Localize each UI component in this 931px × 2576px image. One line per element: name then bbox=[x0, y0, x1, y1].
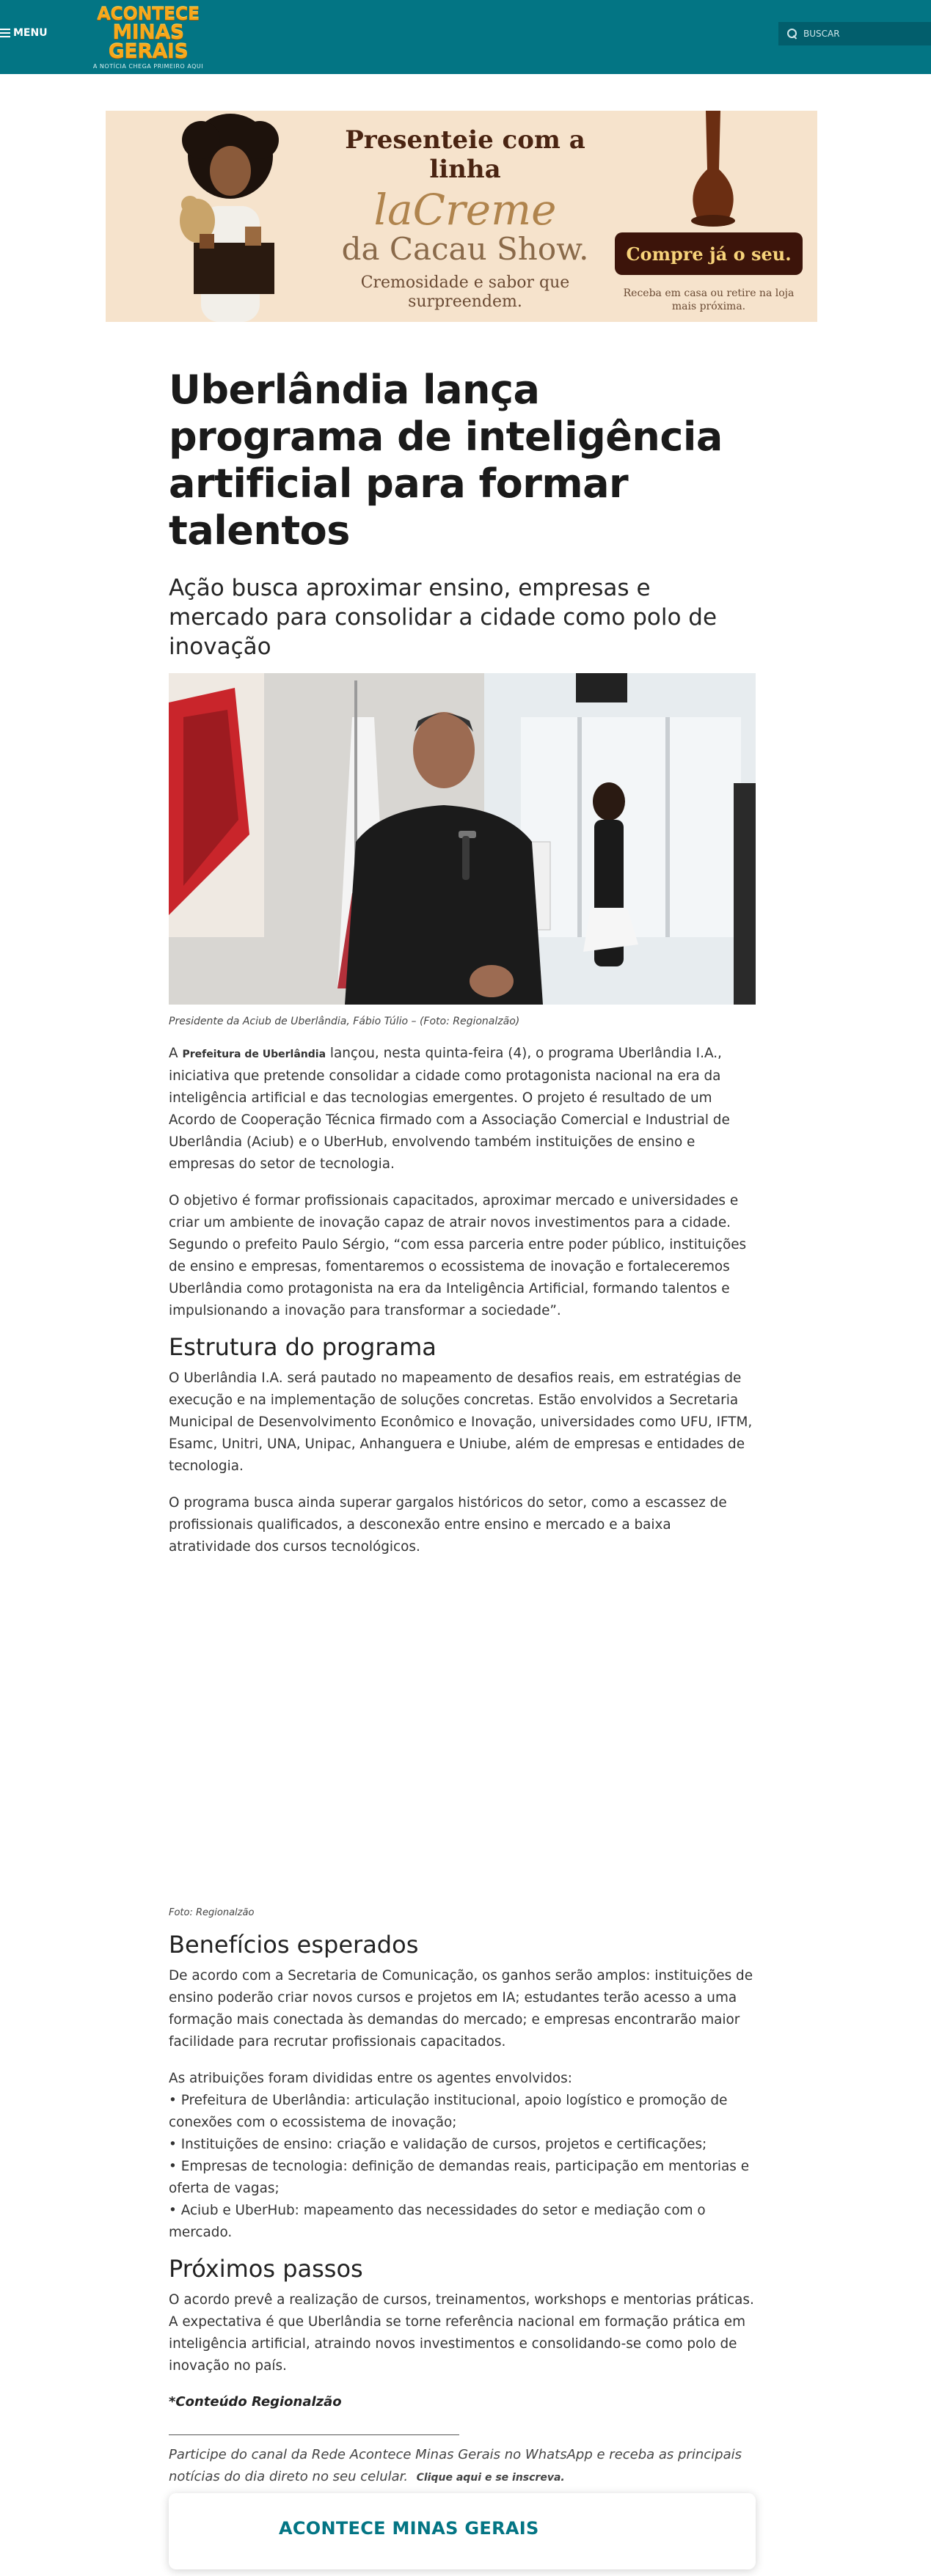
list-intro: As atribuições foram divididas entre os agentes envolvidos: bbox=[169, 2071, 572, 2086]
list-item: • Prefeitura de Uberlândia: articulação institucional, apoio logístico e promoção de conexões com o ecossistema de inovação; bbox=[169, 2093, 728, 2130]
p1-rest: lançou, nesta quinta-feira (4), o programa Uberlândia I.A., iniciativa que pretende consolidar a cidade como protagonista nacional na era da inteligência artificial e das tecnologias emergentes. O projeto é resultado de um Acordo de Cooperação Técnica firmado com a Associação Comercial e Industrial de Uberlândia (Aciub) e o UberHub, envolvendo também instituições de ensino e empresas do setor de tecnologia. bbox=[169, 1046, 730, 1172]
whatsapp-text: Participe do canal da Rede Acontece Minas Gerais no WhatsApp e receba as principais notícias do dia direto no seu celular. bbox=[169, 2447, 742, 2484]
site-header bbox=[0, 0, 931, 74]
article bbox=[169, 367, 756, 2489]
ad-copy bbox=[333, 125, 597, 312]
publisher-card bbox=[169, 2493, 756, 2569]
menu-button[interactable] bbox=[0, 25, 48, 41]
list-item: • Aciub e UberHub: mapeamento das necessidades do setor e mediação com o mercado. bbox=[169, 2203, 706, 2240]
ad-note: Receba em casa ou retire na loja mais próxima. bbox=[623, 287, 795, 312]
search-input[interactable] bbox=[803, 29, 921, 39]
divider bbox=[169, 2434, 459, 2435]
search-icon[interactable] bbox=[787, 29, 797, 39]
content-credit: *Conteúdo Regionalzão bbox=[169, 2394, 342, 2410]
heading-beneficios: Benefícios esperados bbox=[169, 1931, 419, 1959]
ad-brand-line2: da Cacau Show. bbox=[341, 231, 589, 267]
whatsapp-cta bbox=[169, 2444, 756, 2489]
list-item: • Empresas de tecnologia: definição de demandas reais, participação em mentorias e oferta de vagas; bbox=[169, 2159, 750, 2196]
article-subtitle: Ação busca aproximar ensino, empresas e mercado para consolidar a cidade como polo de inovação bbox=[169, 575, 718, 660]
p1-bold: Prefeitura de Uberlândia bbox=[182, 1049, 326, 1060]
paragraph-2: O objetivo é formar profissionais capacitados, aproximar mercado e universidades e criar um ambiente de inovação capaz de atrair novos investimentos para a cidade. Segundo o prefeito Paulo Sérgio, “com essa parceria entre poder público, instituições de ensino e empresas, fomentaremos o ecossistema de inovação e fortaleceremos Uberlândia como protagonista na era da Inteligência Artificial, formando talentos e impulsionando a inovação para transformar a sociedade”. bbox=[169, 1193, 747, 1318]
heading-estrutura: Estrutura do programa bbox=[169, 1333, 437, 1361]
ad-banner[interactable] bbox=[106, 111, 817, 322]
p1-prefix: A bbox=[169, 1046, 183, 1061]
ad-cta-button[interactable]: Compre já o seu. bbox=[615, 232, 803, 275]
ad-tagline: Cremosidade e sabor que surpreendem. bbox=[360, 274, 570, 311]
site-logo[interactable] bbox=[78, 4, 219, 70]
paragraph-4: O programa busca ainda superar gargalos históricos do setor, como a escassez de profissionais qualificados, a desconexão entre ensino e mercado e a baixa atratividade dos cursos tecnológicos. bbox=[169, 1495, 727, 1555]
paragraph-3: O Uberlândia I.A. será pautado no mapeamento de desafios reais, em estratégias de execução e na implementação de soluções concretas. Estão envolvidos a Secretaria Municipal de Desenvolvimento Econômico e Inovação, universidades como UFU, IFTM, Esamc, Unitri, UNA, Unipac, Anhanguera e Uniube, além de empresas e entidades de tecnologia. bbox=[169, 1370, 753, 1474]
embedded-media-area bbox=[169, 1558, 756, 1907]
article-title: Uberlândia lança programa de inteligência artificial para formar talentos bbox=[169, 367, 723, 554]
photo-caption: Presidente da Aciub de Uberlândia, Fábio Túlio – (Foto: Regionalzão) bbox=[169, 1016, 520, 1027]
publisher-card-title[interactable]: ACONTECE MINAS GERAIS bbox=[279, 2518, 539, 2539]
whatsapp-subscribe-link[interactable]: Clique aqui e se inscreva. bbox=[416, 2472, 565, 2484]
ad-girl-image bbox=[157, 111, 304, 322]
logo-line2: MINAS GERAIS bbox=[108, 21, 189, 63]
logo-tagline: A NOTÍCIA CHEGA PRIMEIRO AQUI bbox=[92, 63, 204, 70]
logo-line1: ACONTECE bbox=[97, 4, 200, 24]
media-credit: Foto: Regionalzão bbox=[169, 1907, 255, 1918]
attributions-list bbox=[169, 2068, 756, 2244]
ad-brand-line1: laCreme bbox=[373, 185, 557, 235]
paragraph-5: De acordo com a Secretaria de Comunicação, os ganhos serão amplos: instituições de ensino poderão criar novos cursos e projetos em IA; estudantes terão acesso a uma formação mais conectada às demandas do mercado; e empresas encontrarão maior facilidade para recrutar profissionais capacitados. bbox=[169, 1968, 753, 2050]
list-item: • Instituições de ensino: criação e validação de cursos, projetos e certificações; bbox=[169, 2137, 707, 2152]
paragraph-6: O acordo prevê a realização de cursos, treinamentos, workshops e mentorias práticas. A expectativa é que Uberlândia se torne referência nacional em formação prática em inteligência artificial, atraindo novos investimentos e consolidando-se como polo de inovação no país. bbox=[169, 2292, 754, 2374]
ad-headline: Presenteie com a linha bbox=[345, 125, 585, 184]
hamburger-icon bbox=[0, 29, 10, 37]
paragraph-1 bbox=[169, 1043, 756, 1175]
search-box[interactable] bbox=[778, 22, 931, 45]
heading-proximos: Próximos passos bbox=[169, 2255, 363, 2283]
menu-label: MENU bbox=[13, 27, 48, 39]
article-photo[interactable] bbox=[169, 673, 756, 1005]
ad-chocolate-pour-image bbox=[676, 111, 750, 228]
